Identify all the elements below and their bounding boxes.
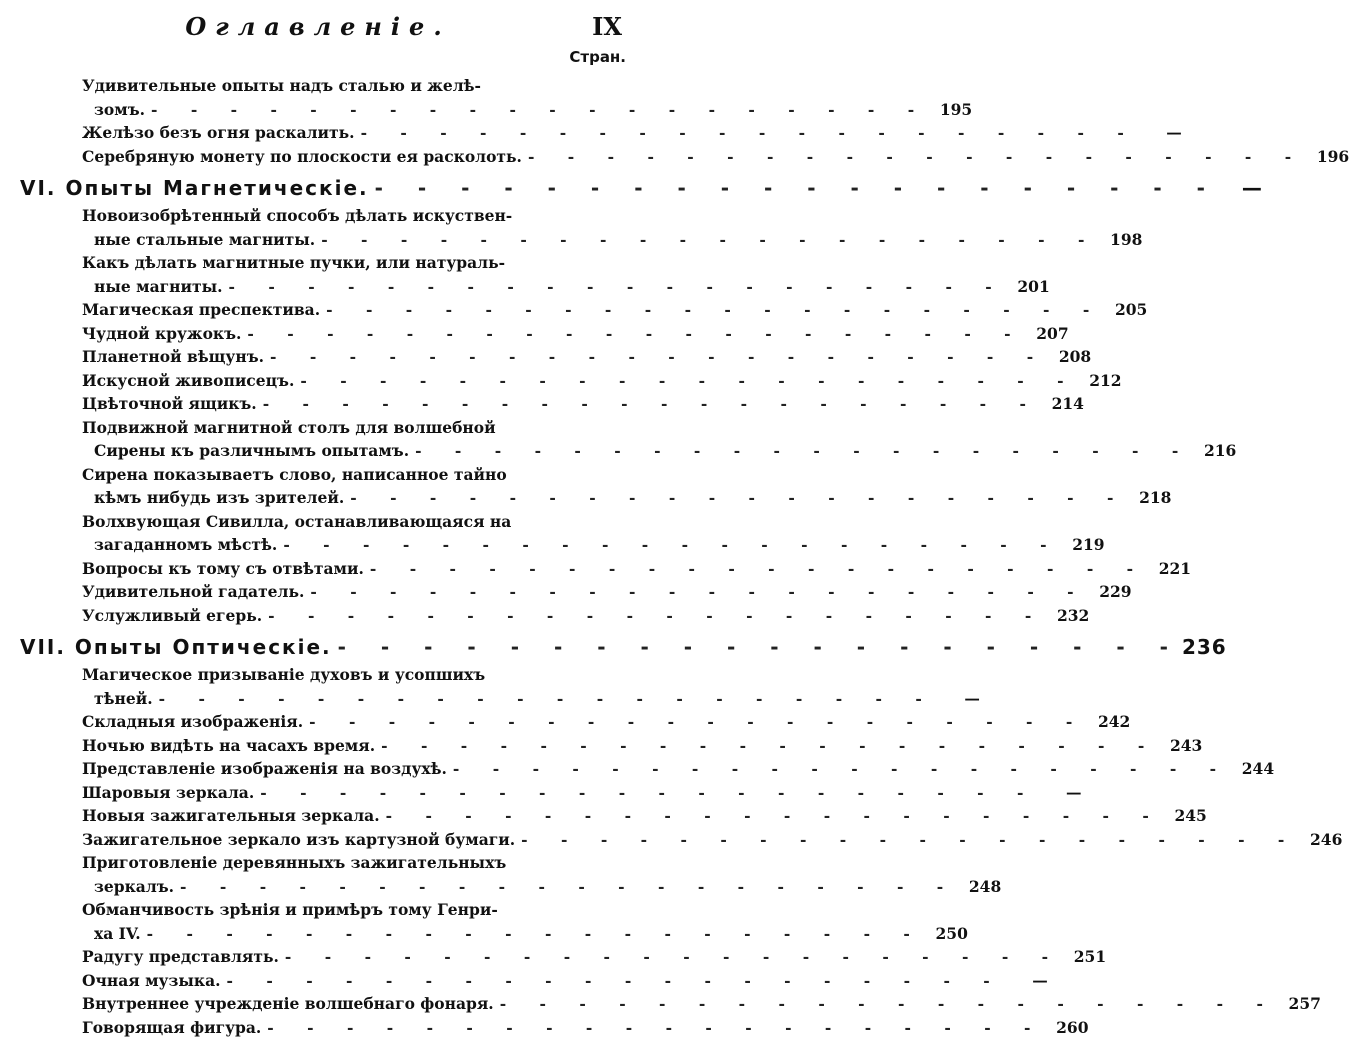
dot-leader: - - - - - - - - - - - - - - - - - - - - bbox=[300, 370, 1078, 390]
toc-line bbox=[82, 875, 1002, 899]
toc-line bbox=[82, 322, 1069, 346]
folio-number: IX bbox=[592, 12, 622, 41]
page-number: 207 bbox=[1036, 323, 1069, 343]
dot-leader: - - - - - - - - - - - - - - - - - - - - bbox=[321, 229, 1099, 249]
toc-section bbox=[20, 172, 1263, 204]
toc-line bbox=[82, 828, 1343, 852]
dot-leader: - - - - - - - - - - - - - - - - - - - - bbox=[350, 488, 1128, 507]
page-number: 218 bbox=[1139, 488, 1172, 507]
toc-entry bbox=[82, 851, 1002, 898]
page-number: — bbox=[1166, 123, 1182, 142]
entry-title: Складныя изображенія. bbox=[82, 712, 304, 731]
dot-leader: - - - - - - - - - - - - - - - - - - - - bbox=[326, 300, 1104, 319]
page-number: 242 bbox=[1097, 712, 1131, 731]
entry-title: Радугу представлять. bbox=[82, 947, 279, 966]
toc-entry bbox=[82, 898, 968, 945]
dot-leader: - - - - - - - - - - - - - - - - - - - - bbox=[415, 441, 1193, 460]
page-number: 212 bbox=[1089, 370, 1122, 390]
entry-title: Очная музыка. bbox=[82, 970, 221, 990]
page-number: 248 bbox=[968, 876, 1002, 896]
dot-leader: - - - - - - - - - - - - - - - - - - - - bbox=[309, 712, 1087, 731]
toc-line bbox=[82, 710, 1131, 734]
toc-line bbox=[82, 463, 622, 487]
toc-entry bbox=[82, 322, 1069, 346]
section-title: VI. Опыты Магнетическіе. bbox=[20, 176, 369, 200]
toc-entry bbox=[82, 251, 1050, 298]
page-number: 214 bbox=[1051, 394, 1084, 413]
toc-entry bbox=[82, 969, 1048, 993]
page-number: 195 bbox=[939, 99, 973, 119]
toc-entry bbox=[82, 757, 1275, 781]
toc-entry bbox=[82, 463, 1172, 510]
page-number: 216 bbox=[1203, 441, 1237, 460]
dot-leader: - - - - - - - - - - - - - - - - - - - - bbox=[521, 829, 1299, 849]
toc-entry bbox=[82, 204, 1143, 251]
page-number: — bbox=[1032, 970, 1048, 990]
entry-title: Обманчивость зрѣнія и примѣръ тому Генри- bbox=[82, 900, 498, 919]
toc-entry bbox=[82, 392, 1084, 416]
toc-line bbox=[82, 345, 1092, 369]
toc-line bbox=[82, 439, 1237, 463]
entry-title: Зажигательное зеркало изъ картузной бумаги. bbox=[82, 829, 516, 849]
toc-line bbox=[82, 945, 1107, 969]
entry-title: Серебряную монету по плоскости ея расколоть. bbox=[82, 146, 522, 166]
page-number: 251 bbox=[1073, 947, 1107, 966]
toc-line bbox=[82, 663, 622, 687]
entry-title: Искусной живописецъ. bbox=[82, 370, 295, 390]
toc-line bbox=[20, 172, 1263, 204]
entry-title: Волхвующая Сивилла, останавливающаяся на bbox=[82, 511, 512, 531]
page-number: 236 bbox=[1181, 635, 1227, 659]
dot-leader: - - - - - - - - - - - - - - - - - - - - bbox=[226, 970, 1004, 990]
dot-leader: - - - - - - - - - - - - - - - - - - - - bbox=[180, 876, 958, 896]
page-number: 246 bbox=[1310, 829, 1343, 849]
entry-title: Удивительной гадатель. bbox=[82, 582, 305, 601]
dot-leader: - - - - - - - - - - - - - - - - - - - - bbox=[360, 123, 1138, 142]
entry-title: зеркалъ. bbox=[94, 876, 175, 896]
page-number: 250 bbox=[935, 923, 968, 943]
toc-line bbox=[82, 851, 622, 875]
entry-title: Услужливый егерь. bbox=[82, 605, 263, 625]
toc-line bbox=[82, 533, 1105, 557]
entry-title: Планетной вѣщунъ. bbox=[82, 347, 264, 366]
dot-leader: - - - - - - - - - - - - - - - - - - - - bbox=[262, 394, 1040, 413]
entry-title: Магическая преспектива. bbox=[82, 300, 321, 319]
dot-leader: - - - - - - - - - - - - - - - - - - - - bbox=[260, 782, 1038, 802]
dot-leader: - - - - - - - - - - - - - - - - - - - - bbox=[369, 558, 1148, 578]
toc-entry bbox=[82, 734, 1203, 758]
toc-entry bbox=[82, 1016, 1089, 1040]
toc-line bbox=[82, 580, 1132, 604]
page-title: Оглавленіе. bbox=[185, 12, 451, 41]
toc-entry bbox=[82, 804, 1207, 828]
toc-entry bbox=[82, 710, 1131, 734]
toc-line bbox=[82, 757, 1275, 781]
dot-leader: - - - - - - - - - - - - - - - - - - - - bbox=[452, 759, 1231, 778]
entry-title: Новыя зажигательныя зеркала. bbox=[82, 806, 380, 825]
entry-title: Новоизобрѣтенный способъ дѣлать искуствен- bbox=[82, 206, 513, 225]
entry-title: Приготовленіе деревянныхъ зажигательныхъ bbox=[82, 853, 507, 872]
page-number: — bbox=[1065, 782, 1082, 802]
toc-line bbox=[82, 898, 622, 922]
entry-title: тѣней. bbox=[94, 688, 153, 708]
page-number: 219 bbox=[1072, 535, 1105, 554]
toc-entry bbox=[82, 663, 980, 710]
entry-title: Какъ дѣлать магнитные пучки, или натураль- bbox=[82, 253, 506, 272]
toc-entry bbox=[82, 145, 1349, 169]
page-number: 232 bbox=[1056, 605, 1090, 625]
toc-section bbox=[20, 631, 1227, 663]
entry-title: ные магниты. bbox=[94, 276, 223, 296]
dot-leader: - - - - - - - - - - - - - - - - - - - - bbox=[267, 1017, 1045, 1037]
toc-line bbox=[82, 557, 1192, 581]
entry-title: зомъ. bbox=[94, 99, 145, 119]
page-number: 260 bbox=[1056, 1017, 1089, 1037]
toc-line bbox=[82, 969, 1048, 993]
dot-leader: - - - - - - - - - - - - - - - - - - - - bbox=[499, 994, 1277, 1013]
entry-title: кѣмъ нибудь изъ зрителей. bbox=[94, 488, 345, 507]
toc-entry bbox=[82, 510, 1105, 557]
toc-line bbox=[82, 804, 1207, 828]
entry-title: Внутреннее учрежденіе волшебнаго фонаря. bbox=[82, 994, 494, 1013]
page-number: 243 bbox=[1169, 735, 1203, 755]
toc-entry bbox=[82, 781, 1082, 805]
toc-entry bbox=[82, 345, 1092, 369]
entry-title: Удивительные опыты надъ сталью и желѣ- bbox=[82, 76, 481, 95]
toc-line bbox=[82, 922, 968, 946]
page-number: 198 bbox=[1110, 229, 1143, 249]
entry-title: Вопросы къ тому съ отвѣтами. bbox=[82, 558, 364, 578]
toc-line bbox=[82, 604, 1090, 628]
toc-line bbox=[82, 74, 622, 98]
toc-line bbox=[82, 416, 622, 440]
entry-title: Подвижной магнитной столъ для волшебной bbox=[82, 417, 496, 437]
toc-line bbox=[20, 631, 1227, 663]
page-number: 229 bbox=[1099, 582, 1132, 601]
toc-entry bbox=[82, 580, 1132, 604]
table-of-contents bbox=[0, 74, 1349, 1039]
toc-entry bbox=[82, 74, 973, 121]
toc-line bbox=[82, 369, 1122, 393]
dot-leader: - - - - - - - - - - - - - - - - - - - - bbox=[146, 923, 924, 943]
dot-leader: - - - - - - - - - - - - - - - - - - - - bbox=[381, 735, 1159, 755]
dot-leader: - - - - - - - - - - - - - - - - - - - - bbox=[247, 323, 1025, 343]
dot-leader: - - - - - - - - - - - - - - - - - - - - bbox=[284, 947, 1063, 966]
entry-title: Магическое призываніе духовъ и усопшихъ bbox=[82, 665, 486, 684]
entry-title: Представленіе изображенія на воздухѣ. bbox=[82, 759, 447, 778]
toc-line bbox=[82, 1016, 1089, 1040]
entry-title: Сирена показываетъ слово, написанное тайно bbox=[82, 464, 507, 484]
toc-entry bbox=[82, 945, 1107, 969]
page-number: 257 bbox=[1288, 994, 1321, 1013]
dot-leader: - - - - - - - - - - - - - - - - - - - - bbox=[527, 146, 1306, 166]
dot-leader: - - - - - - - - - - - - - - - - - - - - bbox=[374, 176, 1219, 200]
toc-entry bbox=[82, 604, 1090, 628]
entry-title: ные стальные магниты. bbox=[94, 229, 316, 249]
toc-line bbox=[82, 781, 1082, 805]
toc-line bbox=[82, 486, 1172, 510]
entry-title: Ночью видѣть на часахъ время. bbox=[82, 735, 376, 755]
entry-title: Чудной кружокъ. bbox=[82, 323, 242, 343]
page-number: — bbox=[964, 688, 980, 708]
toc-entry bbox=[82, 828, 1343, 852]
entry-title: Желѣзо безъ огня раскалить. bbox=[82, 123, 355, 142]
dot-leader: - - - - - - - - - - - - - - - - - - - - bbox=[385, 806, 1163, 825]
toc-line bbox=[82, 510, 622, 534]
toc-entry bbox=[82, 557, 1192, 581]
page-number: 245 bbox=[1174, 806, 1207, 825]
page-number: 244 bbox=[1241, 759, 1275, 778]
toc-line bbox=[82, 228, 1143, 252]
toc-line bbox=[82, 121, 1182, 145]
toc-line bbox=[82, 298, 1148, 322]
section-title: VII. Опыты Оптическіе. bbox=[20, 635, 332, 659]
toc-line bbox=[82, 204, 622, 228]
toc-entry bbox=[82, 369, 1122, 393]
toc-line bbox=[82, 992, 1321, 1016]
toc-entry bbox=[82, 992, 1321, 1016]
toc-line bbox=[82, 392, 1084, 416]
page-number: 205 bbox=[1114, 300, 1148, 319]
page-number: 196 bbox=[1316, 146, 1349, 166]
page-number: 221 bbox=[1158, 558, 1192, 578]
toc-line bbox=[82, 687, 980, 711]
toc-entry bbox=[82, 121, 1182, 145]
toc-line bbox=[82, 251, 622, 275]
toc-line bbox=[82, 734, 1203, 758]
entry-title: ха IV. bbox=[94, 923, 141, 943]
dot-leader: - - - - - - - - - - - - - - - - - - - - bbox=[283, 535, 1061, 554]
dot-leader: - - - - - - - - - - - - - - - - - - - - bbox=[268, 605, 1046, 625]
entry-title: Цвѣточной ящикъ. bbox=[82, 394, 257, 413]
entry-title: Сирены къ различнымъ опытамъ. bbox=[94, 441, 410, 460]
dot-leader: - - - - - - - - - - - - - - - - - - - - bbox=[310, 582, 1088, 601]
page-number: — bbox=[1241, 176, 1263, 200]
page-number: 201 bbox=[1017, 276, 1050, 296]
toc-line bbox=[82, 98, 973, 122]
toc-line bbox=[82, 145, 1349, 169]
entry-title: загаданномъ мѣстѣ. bbox=[94, 535, 278, 554]
page-column-label: Стран. bbox=[569, 48, 626, 66]
dot-leader: - - - - - - - - - - - - - - - - - - - - bbox=[228, 276, 1006, 296]
entry-title: Говорящая фигура. bbox=[82, 1017, 262, 1037]
dot-leader: - - - - - - - - - - - - - - - - - - - - bbox=[337, 635, 1182, 659]
toc-entry bbox=[82, 416, 1237, 463]
toc-line bbox=[82, 275, 1050, 299]
page-number: 208 bbox=[1058, 347, 1092, 366]
toc-entry bbox=[82, 298, 1148, 322]
dot-leader: - - - - - - - - - - - - - - - - - - - - bbox=[158, 688, 936, 708]
dot-leader: - - - - - - - - - - - - - - - - - - - - bbox=[150, 99, 929, 119]
entry-title: Шаровыя зеркала. bbox=[82, 782, 255, 802]
dot-leader: - - - - - - - - - - - - - - - - - - - - bbox=[270, 347, 1048, 366]
